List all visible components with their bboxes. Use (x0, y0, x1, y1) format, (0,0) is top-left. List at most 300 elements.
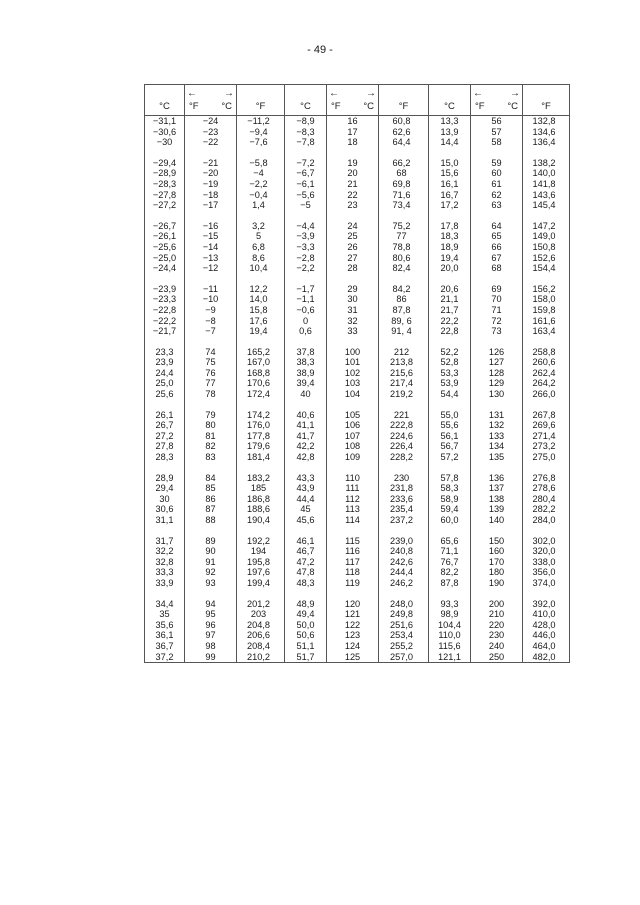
table-row (145, 116, 570, 127)
fahrenheit-value: 177,8 (247, 430, 270, 441)
celsius-value: 17,8 (429, 221, 471, 232)
celsius-value: 19,4 (429, 253, 471, 264)
degree-value: 127 (471, 357, 523, 368)
arrow-right-icon: → (510, 88, 520, 99)
degree-value: 60 (471, 168, 523, 179)
fahrenheit-value: 138,2 (523, 158, 570, 169)
celsius-value: −7,8 (285, 137, 327, 148)
fahrenheit-value: 267,8 (523, 410, 570, 421)
degree-value: 103 (327, 378, 379, 389)
table-row (145, 242, 570, 253)
fahrenheit-value: 62,6 (392, 126, 411, 137)
table-row (145, 494, 570, 505)
degree-value: 68 (471, 263, 523, 274)
celsius-value: 34,4 (145, 599, 185, 610)
degree-value: 100 (327, 347, 379, 358)
degree-value: 74 (185, 347, 237, 358)
celsius-value: 16,1 (429, 179, 471, 190)
degree-value: 250 (471, 652, 523, 663)
block-spacer (145, 274, 570, 284)
fahrenheit-value: 464,0 (523, 641, 570, 652)
table-row (145, 263, 570, 274)
table-row (145, 567, 570, 578)
celsius-value: −21,7 (145, 326, 185, 337)
fahrenheit-value: 68 (396, 168, 407, 179)
degree-value: 87 (185, 504, 237, 515)
degree-value: 75 (185, 357, 237, 368)
degree-value: 240 (471, 641, 523, 652)
degree-value: −9 (185, 305, 237, 316)
degree-value: 132 (471, 420, 523, 431)
fahrenheit-value: 147,2 (523, 221, 570, 232)
celsius-value: −22,8 (145, 305, 185, 316)
header-fahrenheit-right (379, 85, 429, 116)
table-row (145, 284, 570, 295)
celsius-value: −6,7 (285, 168, 327, 179)
fahrenheit-value: 242,6 (390, 556, 413, 567)
fahrenheit-value: 194 (250, 546, 267, 557)
degree-value: 80 (185, 420, 237, 431)
celsius-value: 25,0 (145, 378, 185, 389)
fahrenheit-value: 213,8 (390, 357, 413, 368)
fahrenheit-value: 233,6 (390, 493, 413, 504)
degree-value: 95 (185, 609, 237, 620)
degree-value: 26 (327, 242, 379, 253)
block-spacer (145, 148, 570, 158)
fahrenheit-value: 170,6 (247, 378, 270, 389)
degree-value: 33 (327, 326, 379, 337)
fahrenheit-value: 156,2 (523, 284, 570, 295)
celsius-value: 60,0 (429, 515, 471, 526)
table-row (145, 599, 570, 610)
celsius-value: 43,3 (285, 473, 327, 484)
fahrenheit-value: 282,2 (523, 504, 570, 515)
fahrenheit-value: 269,6 (523, 420, 570, 431)
degree-value: 73 (471, 326, 523, 337)
celsius-value: 14,4 (429, 137, 471, 148)
fahrenheit-value: −0,4 (249, 189, 268, 200)
celsius-value: −25,0 (145, 253, 185, 264)
fahrenheit-value: 176,0 (247, 420, 270, 431)
degree-value: 135 (471, 452, 523, 463)
header-celsius-label: °C (507, 101, 518, 113)
table-row (145, 630, 570, 641)
table-row (145, 441, 570, 452)
celsius-value: −28,3 (145, 179, 185, 190)
degree-value: 118 (327, 567, 379, 578)
fahrenheit-value: −9,4 (249, 126, 268, 137)
celsius-value: 58,9 (429, 494, 471, 505)
celsius-value: −26,1 (145, 231, 185, 242)
fahrenheit-value: 172,4 (247, 389, 270, 400)
degree-value: 23 (327, 200, 379, 211)
degree-value: 137 (471, 483, 523, 494)
table-row (145, 253, 570, 264)
celsius-value: 21,7 (429, 305, 471, 316)
degree-value: −12 (185, 263, 237, 274)
fahrenheit-value: 208,4 (247, 640, 270, 651)
degree-value: 88 (185, 515, 237, 526)
fahrenheit-value: 190,4 (247, 515, 270, 525)
fahrenheit-value: 249,8 (390, 609, 413, 620)
celsius-value: 50,6 (285, 630, 327, 641)
degree-value: 119 (327, 578, 379, 589)
header-fahrenheit-right (237, 85, 285, 116)
fahrenheit-value: 154,4 (523, 263, 570, 274)
fahrenheit-value: 320,0 (523, 546, 570, 557)
celsius-value: 25,6 (145, 389, 185, 400)
fahrenheit-value: 192,2 (247, 535, 270, 546)
fahrenheit-value: 3,2 (252, 220, 265, 231)
celsius-value: −23,3 (145, 294, 185, 305)
fahrenheit-value: 163,4 (523, 326, 570, 337)
fahrenheit-value: −4 (253, 168, 264, 179)
fahrenheit-value: 66,2 (392, 157, 411, 168)
fahrenheit-value: −2,2 (249, 178, 268, 189)
degree-value: −21 (185, 158, 237, 169)
fahrenheit-value: 158,0 (523, 294, 570, 305)
arrow-right-icon: → (366, 88, 376, 99)
fahrenheit-value: 240,8 (390, 546, 413, 557)
table-row (145, 190, 570, 201)
fahrenheit-value: 145,4 (523, 200, 570, 211)
celsius-value: 22,8 (429, 326, 471, 337)
celsius-value: −5,6 (285, 190, 327, 201)
degree-value: 20 (327, 168, 379, 179)
arrow-left-icon: ← (187, 88, 197, 99)
fahrenheit-value: 230 (393, 472, 410, 483)
degree-value: 92 (185, 567, 237, 578)
celsius-value: 65,6 (429, 536, 471, 547)
degree-value: 66 (471, 242, 523, 253)
table-row (145, 641, 570, 652)
celsius-value: −8,3 (285, 127, 327, 138)
fahrenheit-value: −11,2 (247, 116, 270, 126)
celsius-value: 28,9 (145, 473, 185, 484)
celsius-value: 15,6 (429, 168, 471, 179)
degree-value: 28 (327, 263, 379, 274)
celsius-value: 48,9 (285, 599, 327, 610)
fahrenheit-value: 143,6 (523, 190, 570, 201)
degree-value: 115 (327, 536, 379, 547)
fahrenheit-value: 231,8 (390, 483, 413, 494)
fahrenheit-value: 168,8 (247, 367, 270, 378)
header-fahrenheit-label: °F (189, 101, 199, 113)
header-celsius-left (145, 85, 185, 116)
degree-value: 32 (327, 316, 379, 327)
degree-value: 120 (327, 599, 379, 610)
table-row (145, 515, 570, 526)
fahrenheit-value: 188,6 (247, 504, 270, 515)
fahrenheit-value: 183,2 (247, 472, 270, 483)
degree-value: 130 (471, 389, 523, 400)
header-celsius-label: °C (221, 101, 232, 113)
table-row (145, 410, 570, 421)
fahrenheit-value: 258,8 (523, 347, 570, 358)
fahrenheit-value: 199,4 (247, 577, 270, 588)
degree-value: 111 (327, 483, 379, 494)
degree-value: 160 (471, 546, 523, 557)
celsius-value: 54,4 (429, 389, 471, 400)
table-row (145, 200, 570, 211)
fahrenheit-value: 1,4 (252, 200, 265, 211)
fahrenheit-value: 264,2 (523, 378, 570, 389)
celsius-value: 43,9 (285, 483, 327, 494)
degree-value: 86 (185, 494, 237, 505)
fahrenheit-value: 356,0 (523, 567, 570, 578)
celsius-value: −31,1 (145, 116, 185, 127)
fahrenheit-value: 174,2 (247, 409, 270, 420)
celsius-value: −26,7 (145, 221, 185, 232)
celsius-value: 82,2 (429, 567, 471, 578)
degree-value: 129 (471, 378, 523, 389)
celsius-value: 55,0 (429, 410, 471, 421)
table-row (145, 378, 570, 389)
degree-value: 109 (327, 452, 379, 463)
degree-value: 123 (327, 630, 379, 641)
degree-value: 96 (185, 620, 237, 631)
fahrenheit-value: 278,6 (523, 483, 570, 494)
degree-value: 77 (185, 378, 237, 389)
celsius-value: 59,4 (429, 504, 471, 515)
celsius-value: −1,7 (285, 284, 327, 295)
celsius-value: −24,4 (145, 263, 185, 274)
fahrenheit-value: 222,8 (390, 420, 413, 431)
degree-value: 140 (471, 515, 523, 526)
degree-value: −14 (185, 242, 237, 253)
celsius-value: 38,9 (285, 368, 327, 379)
degree-value: 84 (185, 473, 237, 484)
fahrenheit-value: 10,4 (249, 263, 268, 274)
header-celsius-left (285, 85, 327, 116)
block-spacer (145, 337, 570, 347)
celsius-value: 87,8 (429, 578, 471, 589)
fahrenheit-value: 246,2 (390, 577, 413, 588)
fahrenheit-value: 244,4 (390, 567, 413, 578)
fahrenheit-value: 159,8 (523, 305, 570, 316)
fahrenheit-value: 201,2 (247, 598, 270, 609)
degree-value: 108 (327, 441, 379, 452)
celsius-value: 49,4 (285, 609, 327, 620)
fahrenheit-value: 284,0 (523, 515, 570, 526)
celsius-value: 56,7 (429, 441, 471, 452)
fahrenheit-value: 91, 4 (391, 326, 412, 337)
degree-value: 19 (327, 158, 379, 169)
celsius-value: 31,7 (145, 536, 185, 547)
celsius-value: 27,2 (145, 431, 185, 442)
table-header-row (145, 85, 570, 116)
celsius-value: 47,2 (285, 557, 327, 568)
degree-value: 29 (327, 284, 379, 295)
degree-value: 76 (185, 368, 237, 379)
celsius-value: 50,0 (285, 620, 327, 631)
degree-value: 122 (327, 620, 379, 631)
celsius-value: 46,7 (285, 546, 327, 557)
fahrenheit-value: 275,0 (523, 452, 570, 463)
celsius-value: −1,1 (285, 294, 327, 305)
fahrenheit-value: 185 (250, 483, 267, 494)
celsius-value: 48,3 (285, 578, 327, 589)
table-row (145, 326, 570, 337)
celsius-value: 36,7 (145, 641, 185, 652)
fahrenheit-value: 195,8 (247, 556, 270, 567)
fahrenheit-value: 86 (396, 294, 407, 305)
table-row (145, 557, 570, 568)
celsius-value: 40,6 (285, 410, 327, 421)
fahrenheit-value: 237,2 (390, 515, 413, 525)
fahrenheit-value: 82,4 (392, 263, 411, 274)
degree-value: −16 (185, 221, 237, 232)
degree-value: 220 (471, 620, 523, 631)
celsius-value: 13,9 (429, 127, 471, 138)
fahrenheit-value: 224,6 (390, 430, 413, 441)
block-spacer (145, 211, 570, 221)
degree-value: 106 (327, 420, 379, 431)
degree-value: −15 (185, 231, 237, 242)
degree-value: −20 (185, 168, 237, 179)
degree-value: 139 (471, 504, 523, 515)
fahrenheit-value: 89, 6 (391, 315, 412, 326)
degree-value: 93 (185, 578, 237, 589)
degree-value: 113 (327, 504, 379, 515)
fahrenheit-value: 140,0 (523, 168, 570, 179)
header-degree-column (185, 85, 237, 116)
degree-value: 78 (185, 389, 237, 400)
table-row (145, 294, 570, 305)
celsius-value: 71,1 (429, 546, 471, 557)
celsius-value: −5 (285, 200, 327, 211)
celsius-value: 51,7 (285, 652, 327, 663)
temperature-conversion-table (144, 84, 570, 663)
fahrenheit-value: 167,0 (247, 357, 270, 368)
fahrenheit-value: 266,0 (523, 389, 570, 400)
degree-value: 91 (185, 557, 237, 568)
header-degree-column (327, 85, 379, 116)
fahrenheit-value: 251,6 (390, 619, 413, 630)
celsius-value: 21,1 (429, 294, 471, 305)
degree-value: 62 (471, 190, 523, 201)
fahrenheit-value: 302,0 (523, 536, 570, 547)
table-row (145, 452, 570, 463)
table-row (145, 305, 570, 316)
header-fahrenheit-label: °F (541, 101, 551, 113)
celsius-value: 121,1 (429, 652, 471, 663)
degree-value: 133 (471, 431, 523, 442)
table-row (145, 368, 570, 379)
celsius-value: 36,1 (145, 630, 185, 641)
celsius-value: 29,4 (145, 483, 185, 494)
celsius-value: −23,9 (145, 284, 185, 295)
celsius-value: 56,1 (429, 431, 471, 442)
degree-value: 230 (471, 630, 523, 641)
table-row (145, 609, 570, 620)
fahrenheit-value: 8,6 (252, 252, 265, 263)
celsius-value: 33,3 (145, 567, 185, 578)
fahrenheit-value: 217,4 (390, 378, 413, 389)
table-row (145, 504, 570, 515)
degree-value: 63 (471, 200, 523, 211)
table-row (145, 420, 570, 431)
degree-value: 30 (327, 294, 379, 305)
fahrenheit-value: 271,4 (523, 431, 570, 442)
celsius-value: −6,1 (285, 179, 327, 190)
fahrenheit-value: 84,2 (392, 283, 411, 294)
header-fahrenheit-label: °F (398, 101, 409, 113)
fahrenheit-value: 75,2 (392, 220, 411, 231)
degree-value: 131 (471, 410, 523, 421)
table-row (145, 168, 570, 179)
celsius-value: 20,0 (429, 263, 471, 274)
degree-value: 17 (327, 127, 379, 138)
celsius-value: −27,8 (145, 190, 185, 201)
degree-value: 22 (327, 190, 379, 201)
degree-value: 112 (327, 494, 379, 505)
arrow-left-icon: ← (473, 88, 483, 99)
degree-value: 150 (471, 536, 523, 547)
fahrenheit-value: 179,6 (247, 441, 270, 452)
celsius-value: 30,6 (145, 504, 185, 515)
celsius-value: 20,6 (429, 284, 471, 295)
degree-value: 190 (471, 578, 523, 589)
degree-value: 104 (327, 389, 379, 400)
celsius-value: 53,9 (429, 378, 471, 389)
degree-value: 56 (471, 116, 523, 127)
celsius-value: −3,3 (285, 242, 327, 253)
degree-value: 110 (327, 473, 379, 484)
degree-value: 57 (471, 127, 523, 138)
fahrenheit-value: 161,6 (523, 316, 570, 327)
degree-value: 170 (471, 557, 523, 568)
table-row (145, 578, 570, 589)
page-number: - 49 - (307, 44, 333, 56)
fahrenheit-value: 165,2 (247, 346, 270, 357)
degree-value: −7 (185, 326, 237, 337)
degree-value: 67 (471, 253, 523, 264)
celsius-value: 39,4 (285, 378, 327, 389)
degree-value: 102 (327, 368, 379, 379)
table-row (145, 620, 570, 631)
table-row (145, 347, 570, 358)
fahrenheit-value: 212 (393, 346, 410, 357)
fahrenheit-value: 132,8 (523, 116, 570, 127)
fahrenheit-value: 276,8 (523, 473, 570, 484)
fahrenheit-value: 181,4 (247, 452, 270, 463)
celsius-value: −28,9 (145, 168, 185, 179)
celsius-value: 32,2 (145, 546, 185, 557)
celsius-value: 28,3 (145, 452, 185, 463)
fahrenheit-value: 77 (396, 231, 407, 242)
celsius-value: 76,7 (429, 557, 471, 568)
degree-value: 116 (327, 546, 379, 557)
celsius-value: 23,3 (145, 347, 185, 358)
degree-value: 82 (185, 441, 237, 452)
celsius-value: 42,2 (285, 441, 327, 452)
fahrenheit-value: 150,8 (523, 242, 570, 253)
celsius-value: 55,6 (429, 420, 471, 431)
fahrenheit-value: 280,4 (523, 494, 570, 505)
table-row (145, 316, 570, 327)
celsius-value: 26,7 (145, 420, 185, 431)
degree-value: 107 (327, 431, 379, 442)
block-spacer (145, 526, 570, 536)
celsius-value: 42,8 (285, 452, 327, 463)
fahrenheit-value: 215,6 (390, 367, 413, 378)
table-body (145, 116, 570, 663)
fahrenheit-value: 204,8 (247, 619, 270, 630)
fahrenheit-value: 141,8 (523, 179, 570, 190)
degree-value: −22 (185, 137, 237, 148)
header-fahrenheit-label: °F (475, 101, 485, 113)
